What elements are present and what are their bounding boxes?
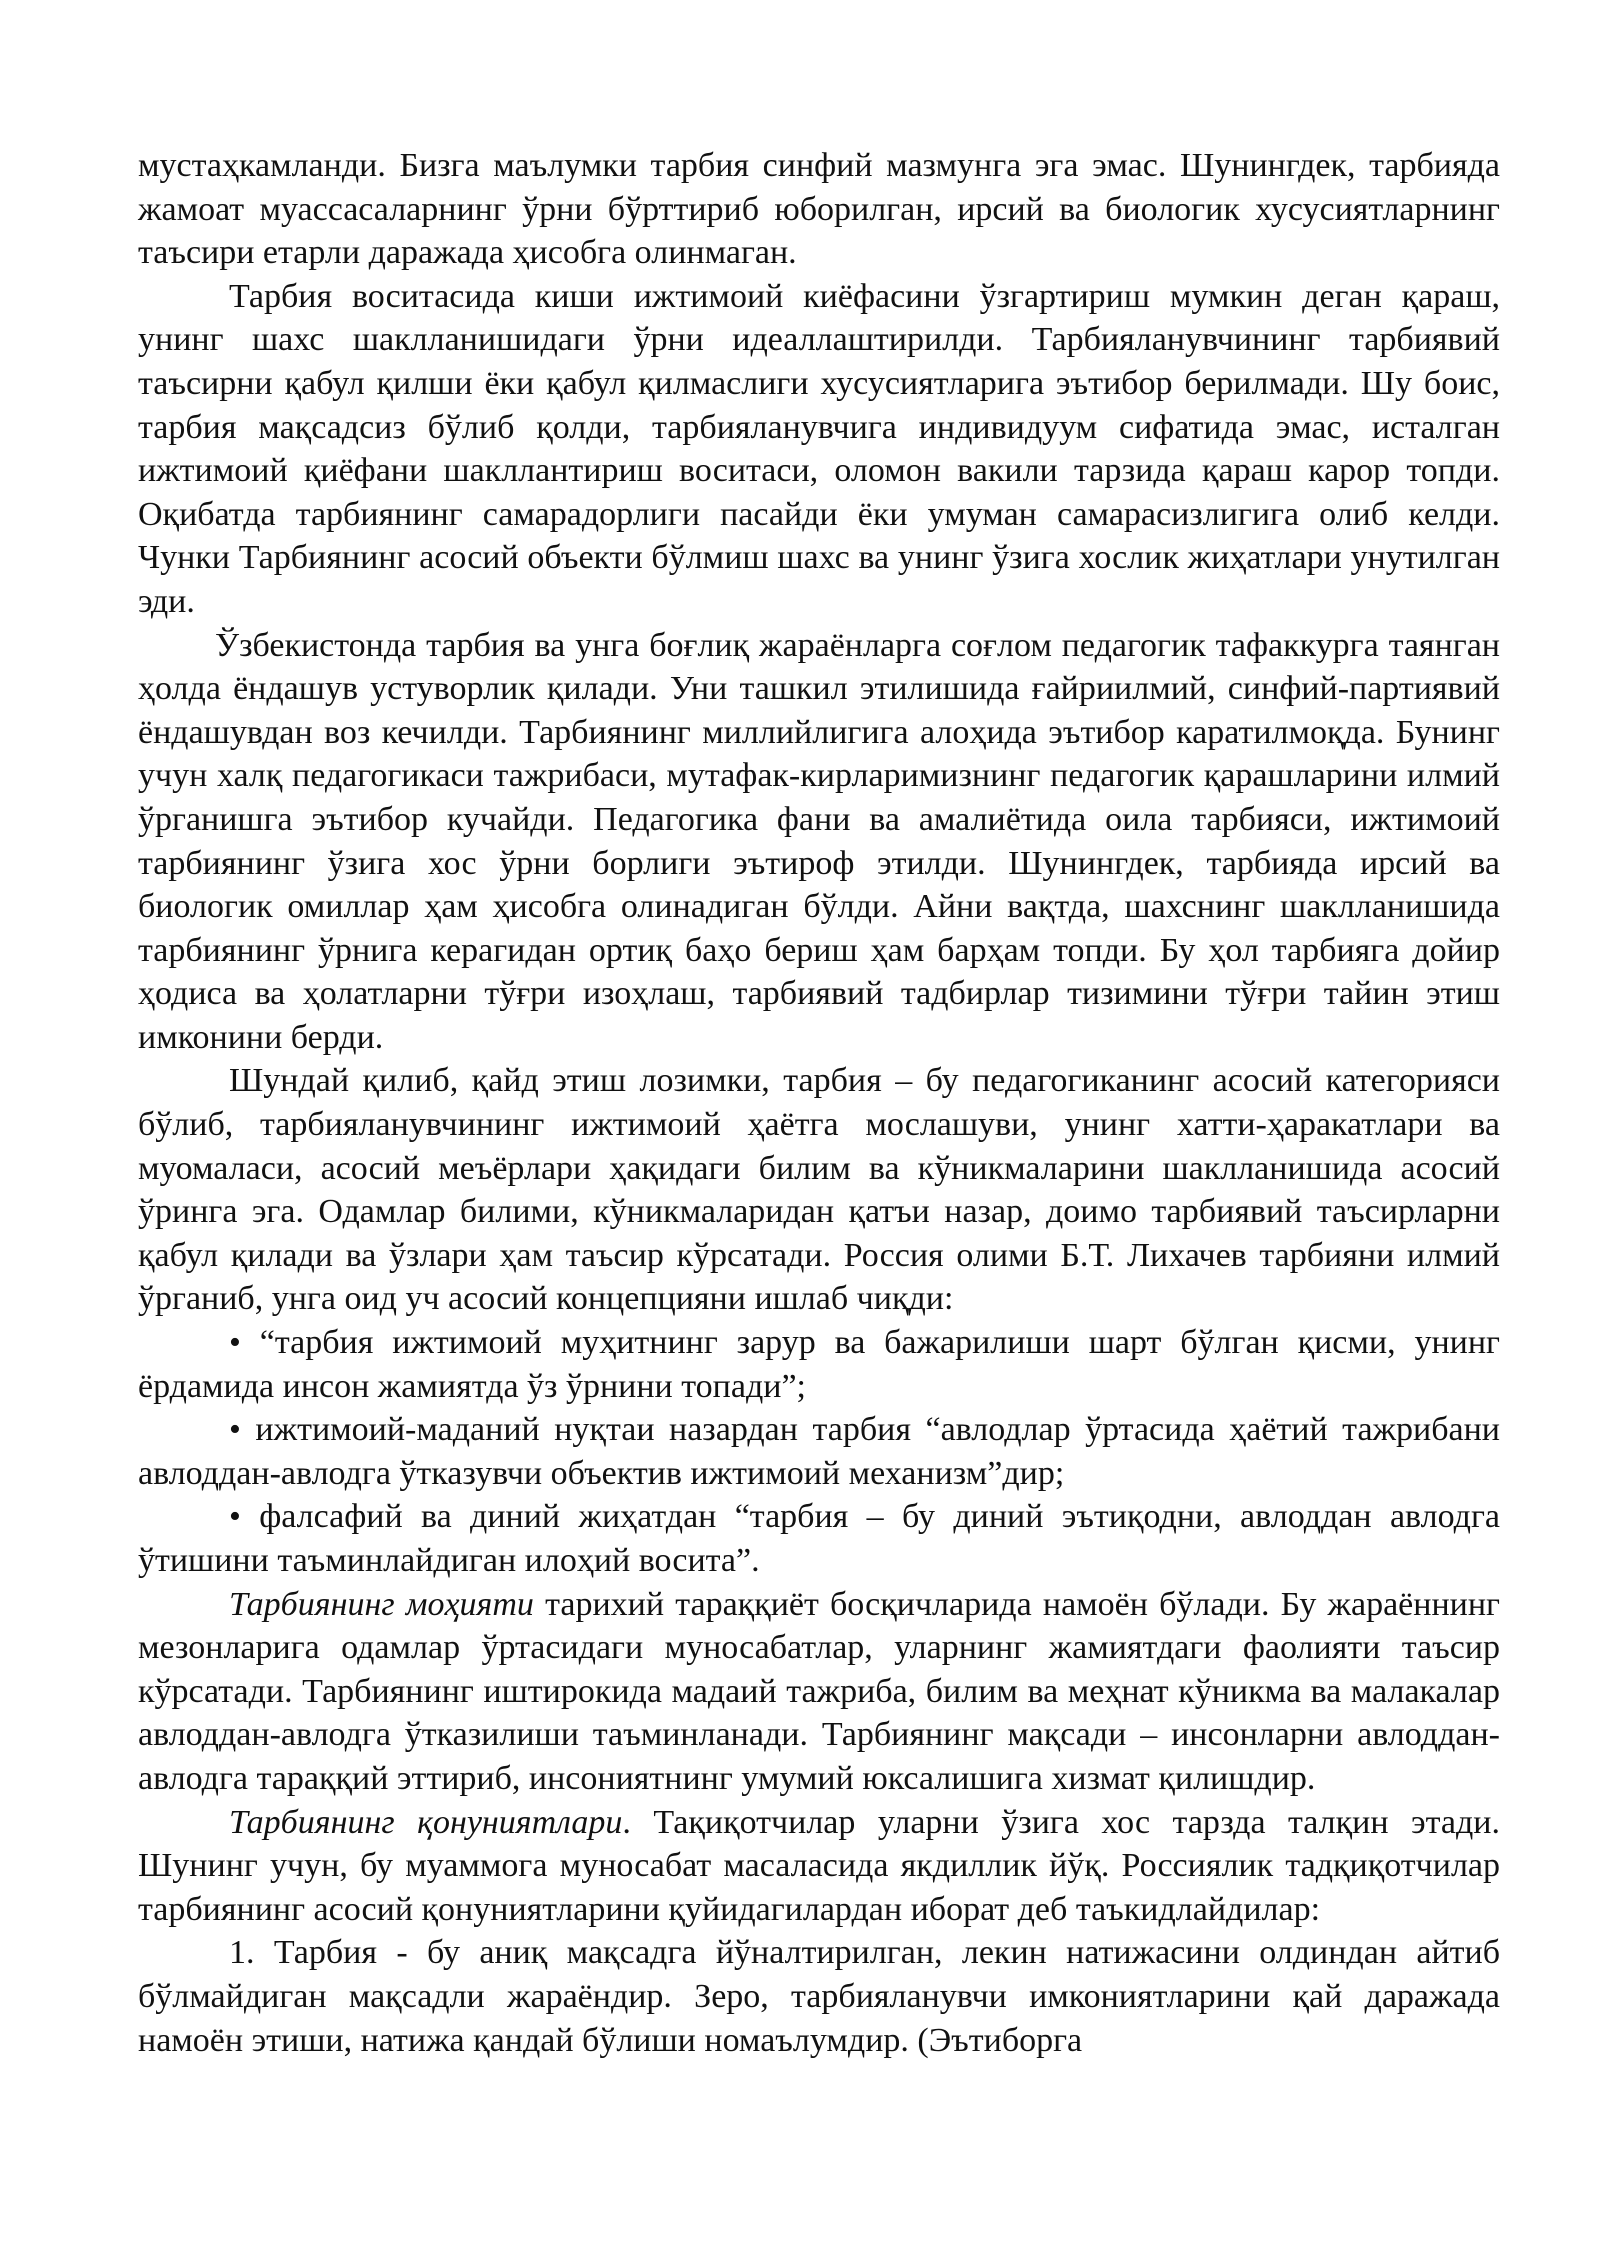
document-body	[138, 144, 1500, 2062]
paragraph	[138, 1495, 1500, 1582]
paragraph-text: • ижтимоий-маданий нуқтаи назардан тарбия “авлодлар ўртасида ҳаётий тажрибани авлоддан-авлодга ўтказувчи объектив ижтимоий механизм”дир;	[138, 1411, 1500, 1492]
paragraph	[138, 1408, 1500, 1495]
paragraph-text: мустаҳкамланди. Бизга маълумки тарбия синфий мазмунга эга эмас. Шунингдек, тарбияда жамоат муассасаларнинг ўрни бўрттириб юборилган, ирсий ва биологик хусусиятларнинг таъсири етарли даражада ҳисобга олинмаган.	[138, 147, 1500, 272]
paragraph	[138, 1801, 1500, 1932]
paragraph-text: тарихий тараққиёт босқичларида намоён бўлади. Бу жараённинг мезонларига одамлар ўртасидаги муносабатлар, уларнинг жамиятдаги фаолияти таъсир кўрсатади. Тарбиянинг иштирокида мадаий тажриба, билим ва меҳнат кўникма ва малакалар авлоддан-авлодга ўтказилиши таъминланади. Тарбиянинг мақсади – инсонларни авлоддан-авлодга тараққий эттириб, инсониятнинг умумий юксалишига хизмат қилишдир.	[138, 1585, 1500, 1797]
italic-term: Тарбиянинг қонуниятлари	[229, 1803, 623, 1841]
paragraph	[138, 1583, 1500, 1801]
paragraph	[138, 624, 1500, 1060]
paragraph-text: . Тақиқотчилар уларни ўзига хос тарзда талқин этади. Шунинг учун, бу муаммога муносабат масаласида якдиллик йўқ. Россиялик тадқиқотчилар тарбиянинг асосий қонуниятларини қуйидагилардан иборат деб таъкидлайдилар:	[138, 1803, 1500, 1928]
paragraph	[138, 1931, 1500, 2062]
paragraph	[138, 144, 1500, 275]
paragraph	[138, 275, 1500, 624]
paragraph-text: • “тарбия ижтимоий муҳитнинг зарур ва бажарилиши шарт бўлган қисми, унинг ёрдамида инсон жамиятда ўз ўрнини топади”;	[138, 1324, 1500, 1405]
paragraph-text: Шундай қилиб, қайд этиш лозимки, тарбия – бу педагогиканинг асосий категорияси бўлиб, тарбияланувчининг ижтимоий ҳаётга мослашуви, унинг хатти-ҳаракатлари ва муомаласи, асосий меъёрлари ҳақидаги билим ва кўникмаларини шаклланишида асосий ўринга эга. Одамлар билими, кўникмаларидан қатъи назар, доимо тарбиявий таъсирларни қабул қилади ва ўзлари ҳам таъсир кўрсатади. Россия олими Б.Т. Лихачев тарбияни илмий ўрганиб, унга оид уч асосий концепцияни ишлаб чиқди:	[138, 1062, 1500, 1318]
italic-term: Тарбиянинг моҳияти	[229, 1585, 534, 1623]
paragraph-text: • фалсафий ва диний жиҳатдан “тарбия – бу диний эътиқодни, авлоддан авлодга ўтишини таъминлайдиган илоҳий восита”.	[138, 1498, 1500, 1579]
paragraph-text: Ўзбекистонда тарбия ва унга боғлиқ жараёнларга соғлом педагогик тафаккурга таянган ҳолда ёндашув устуворлик қилади. Уни ташкил этилишида ғайриилмий, синфий-партиявий ёндашувдан воз кечилди. Тарбиянинг миллийлигига алоҳида эътибор каратилмоқда. Бунинг учун халқ педагогикаси тажрибаси, мутафак-кирларимизнинг педагогик қарашларини илмий ўрганишга эътибор кучайди. Педагогика фани ва амалиётида оила тарбияси, ижтимоий тарбиянинг ўзига хос ўрни борлиги эътироф этилди. Шунингдек, тарбияда ирсий ва биологик омиллар ҳам ҳисобга олинадиган бўлди. Айни вақтда, шахснинг шаклланишида тарбиянинг ўрнига керагидан ортиқ баҳо бериш ҳам барҳам топди. Бу ҳол тарбияга дойир ҳодиса ва ҳолатларни тўғри изоҳлаш, тарбиявий тадбирлар тизимини тўғри тайин этиш имконини берди.	[138, 626, 1500, 1056]
paragraph-text: 1. Тарбия - бу аниқ мақсадга йўналтирилган, лекин натижасини олдиндан айтиб бўлмайдиган мақсадли жараёндир. Зеро, тарбияланувчи имкониятларини қай даражада намоён этиши, натижа қандай бўлиши номаълумдир. (Эътиборга	[138, 1934, 1500, 2059]
paragraph-text: Тарбия воситасида киши ижтимоий киёфасини ўзгартириш мумкин деган қараш, унинг шахс шаклланишидаги ўрни идеаллаштирилди. Тарбияланувчининг тарбиявий таъсирни қабул қилши ёки қабул қилмаслиги хусусиятларига эътибор берилмади. Шу боис, тарбия мақсадсиз бўлиб қолди, тарбияланувчига индивидуум сифатида эмас, исталган ижтимоий қиёфани шакллантириш воситаси, оломон вакили тарзида қараш карор топди. Оқибатда тарбиянинг самарадорлиги пасайди ёки умуман самарасизлигига олиб келди. Чунки Тарбиянинг асосий объекти бўлмиш шахс ва унинг ўзига хослик жиҳатлари унутилган эди.	[138, 277, 1500, 620]
paragraph	[138, 1321, 1500, 1408]
paragraph	[138, 1059, 1500, 1321]
